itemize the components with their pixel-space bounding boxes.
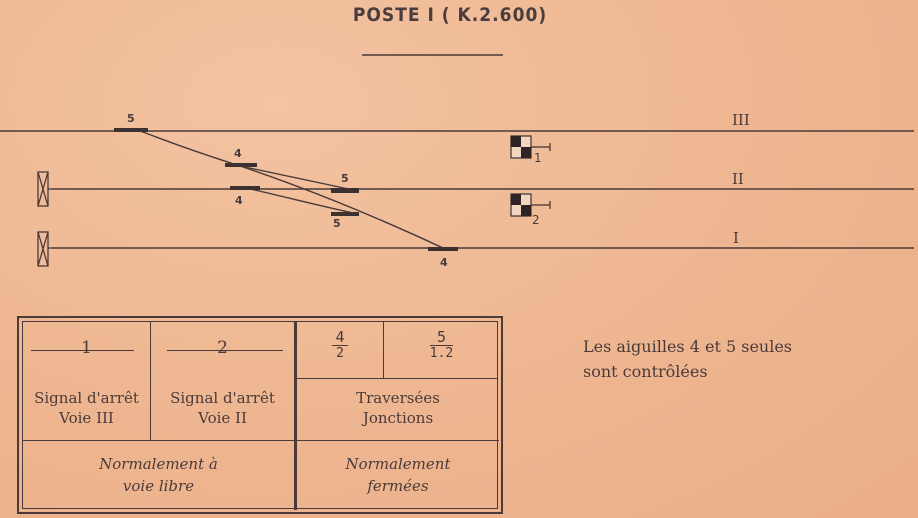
cell-traversees-line2: Jonctions	[362, 409, 434, 427]
switch-label-5-lower: 5	[333, 217, 341, 230]
rule-col34	[297, 378, 497, 379]
switch-5-number: 5	[430, 330, 453, 346]
switch-label-4-bottom: 4	[440, 256, 448, 269]
switch-5-top	[114, 128, 148, 132]
switch-4-bottom	[428, 247, 458, 251]
control-table-inner	[22, 321, 498, 509]
cell-normal-left-line2: voie libre	[122, 477, 195, 495]
signal-2-label: 2	[532, 213, 540, 227]
signal-1-icon	[511, 136, 550, 158]
cell-normal-right-line1: Normalement	[345, 455, 451, 473]
cell-signal-2-line1: Signal d'arrêt	[170, 389, 275, 407]
switch-label-5-top: 5	[127, 112, 135, 125]
switch-label-4-lower: 4	[235, 194, 243, 207]
switch-4-lower	[230, 186, 260, 190]
track-label-3: III	[732, 111, 750, 129]
cell-switch-4	[297, 330, 383, 361]
switch-4-upper	[225, 163, 257, 167]
cell-normal-left-line1: Normalement à	[99, 455, 218, 473]
rule-normal	[23, 440, 499, 441]
diagram-title: POSTE I ( K.2.600)	[352, 4, 548, 26]
controlled-switches-note	[583, 334, 883, 384]
switch-5-lower	[331, 212, 359, 216]
cell-normal-left	[23, 453, 294, 497]
switch-label-4-upper: 4	[234, 147, 242, 160]
buffer-stop-track-1	[38, 232, 52, 266]
cell-signal-2-number: 2	[217, 338, 228, 358]
signal-1-label: 1	[534, 151, 542, 165]
cell-signal-1-line1: Signal d'arrêt	[34, 389, 139, 407]
note-line1: Les aiguilles 4 et 5 seules	[583, 337, 793, 356]
cell-signal-1-line2: Voie III	[59, 409, 114, 427]
note-line2: sont contrôlées	[583, 362, 708, 381]
cell-normal-right-line2: fermées	[367, 477, 429, 495]
cell-signal-1-desc	[23, 388, 150, 428]
switch-4-signals: 2	[336, 346, 344, 361]
signal-2-icon	[511, 194, 550, 216]
track-label-1: I	[733, 229, 739, 247]
switch-label-5-mid: 5	[341, 172, 349, 185]
cell-signal-2-line2: Voie II	[198, 409, 247, 427]
cell-traversees-line1: Traversées	[356, 389, 440, 407]
cell-signal-2-desc	[151, 388, 294, 428]
switch-5-signals: 1.2	[429, 346, 454, 361]
cell-signal-1-number: 1	[81, 338, 92, 358]
cell-switch-5	[384, 330, 499, 361]
control-table	[17, 316, 503, 514]
switch-4-number: 4	[332, 330, 347, 346]
crossover-5-top	[140, 131, 358, 191]
cell-traversees	[297, 388, 499, 428]
track-label-2: II	[732, 170, 744, 188]
buffer-stop-track-2	[38, 172, 52, 206]
cell-normal-right	[297, 453, 499, 497]
switch-5-mid	[331, 188, 359, 193]
